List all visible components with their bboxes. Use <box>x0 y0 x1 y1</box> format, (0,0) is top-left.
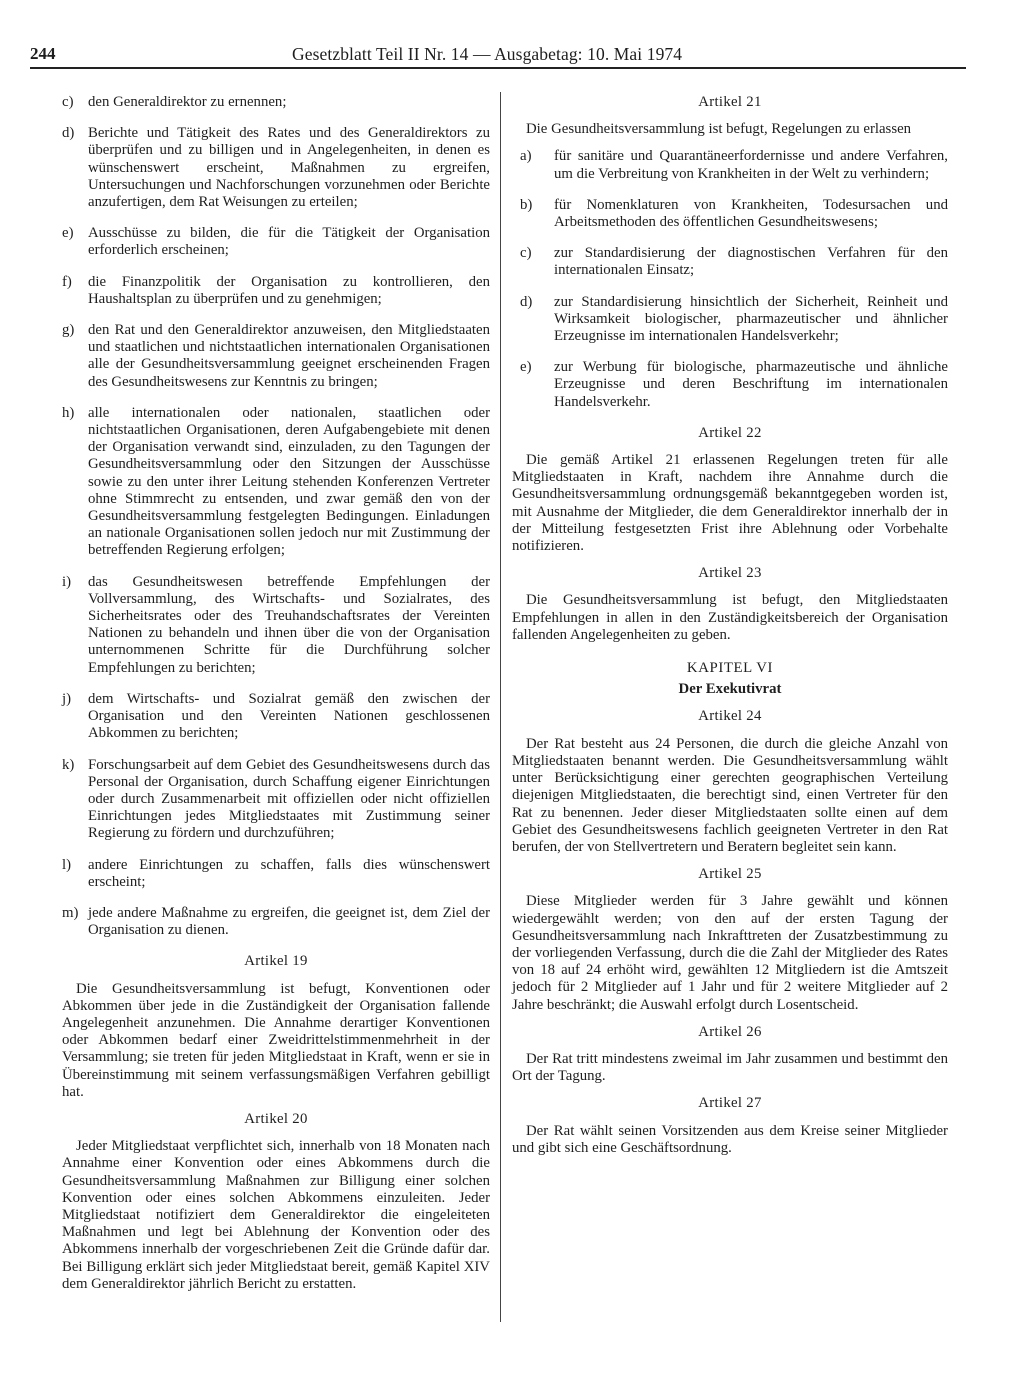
article-19-text: Die Gesundheitsversammlung ist befugt, Konventionen oder Abkommen über jede in die Zuständigkeit der Organisation fallende Angelegenheit anzunehmen. Die Annahme derartiger Konventionen oder Abkommen bedarf einer Zweidrittelstimmenmehrheit in der Versammlung; sie treten für jeden Mitgliedstaat in Kraft, wenn er sie in Übereinstimmung mit seinem verfassungsmäßigen Verfahren gebilligt hat. <box>62 980 490 1100</box>
list-item <box>62 405 490 560</box>
page-number: 244 <box>30 44 56 63</box>
item-label: l) <box>62 856 72 873</box>
item-text: Berichte und Tätigkeit des Rates und des Generaldirektors zu überprüfen und zu billigen und in Angelegenheiten, in denen es wünschenswert erscheint, Maßnahmen zu ergreifen, Untersuchungen und Nachforschungen vorzunehmen oder Berichte anzufertigen, dem Rat Weisungen zu erteilen; <box>88 125 490 211</box>
item-text: alle internationalen oder nationalen, staatlichen oder nichtstaatlichen Organisationen, deren Aufgabengebiete mit denen der Organisation verwandt sind, einzuladen, zu den Tagungen der Gesundheitsversammlung oder den Sitzungen der Ausschüsse sowie zu den unter ihrer Leitung stehenden Konferenzen Vertreter ohne Stimmrecht zu entsenden, und zwar gemäß den von der Gesundheitsversammlung festgelegten Bedingungen. Einladungen an nationale Organisationen sollen jedoch nur mit Zustimmung der betreffenden Regierung erfolgen; <box>88 404 490 559</box>
item-label: c) <box>62 94 74 110</box>
item-text: für sanitäre und Quarantäneerfordernisse und andere Verfahren, um die Verbreitung von Krankheiten in der Welt zu verhindern; <box>554 148 948 182</box>
list-item <box>62 691 490 743</box>
item-label: a) <box>520 148 532 165</box>
list-item <box>62 274 490 308</box>
item-text: den Rat und den Generaldirektor anzuweisen, den Mitgliedstaaten und staatlichen und nichtstaatlichen internationalen Organisationen alle der Gesundheitsversammlung geeignet erscheinenden Fragen des Gesundheitswesens zur Kenntnis zu bringen; <box>88 322 490 390</box>
item-label: h) <box>62 404 75 421</box>
header-rule <box>30 67 966 69</box>
article-20-heading: Artikel 20 <box>244 1110 308 1127</box>
item-text: Forschungsarbeit auf dem Gebiet des Gesundheitswesens durch das Personal der Organisation, durch Schaffung eigener Einrichtungen oder durch Zusammenarbeit mit offiziellen oder nicht offiziellen Einrichtungen jedes Mitgliedstaates mit Zustimmung seiner Regierung zu fördern und durchzuführen; <box>88 756 490 842</box>
item-text: den Generaldirektor zu ernennen; <box>88 94 287 110</box>
item-label: e) <box>62 225 74 242</box>
running-head: Gesetzblatt Teil II Nr. 14 — Ausgabetag: 10. Mai 1974 <box>292 44 683 64</box>
item-label: i) <box>62 573 72 590</box>
list-item <box>62 225 490 259</box>
item-label: f) <box>62 273 72 290</box>
item-text: jede andere Maßnahme zu ergreifen, die geeignet ist, dem Ziel der Organisation zu dienen. <box>88 904 490 939</box>
item-text: die Finanzpolitik der Organisation zu kontrollieren, den Haushaltsplan zu überprüfen und zu genehmigen; <box>88 273 490 307</box>
article-20-text: Jeder Mitgliedstaat verpflichtet sich, innerhalb von 18 Monaten nach Annahme einer Konvention oder eines Abkommens durch die Gesundheitsversammlung Maßnahmen zur Billigung einer solchen Konvention oder eines solchen Abkommens einzuleiten. Jeder Mitgliedstaat notifiziert dem Generaldirektor die eingeleiteten Maßnahmen und legt bei Ablehnung der Konvention oder des Abkommens innerhalb der vorgeschriebenen Zeit die Gründe dafür dar. Bei Billigung erklärt sich jeder Mitgliedstaat bereit, gemäß Kapitel XIV dem Generaldirektor jährlich Bericht zu erstatten. <box>62 1138 490 1292</box>
chapter-subtitle: Der Exekutivrat <box>678 681 782 698</box>
article-23-heading: Artikel 23 <box>698 565 762 582</box>
list-item <box>62 574 490 677</box>
item-label: d) <box>62 125 75 142</box>
article-26-heading: Artikel 26 <box>698 1023 762 1040</box>
item-text: dem Wirtschafts- und Sozialrat gemäß den zwischen der Organisation und den Vereinten Nationen geschlossenen Abkommen zu berichten; <box>88 690 490 742</box>
list-item <box>520 294 948 346</box>
list-item <box>520 359 948 411</box>
column-divider <box>500 92 501 1322</box>
list-item <box>62 857 490 891</box>
article-21-heading: Artikel 21 <box>698 94 762 110</box>
article-27-heading: Artikel 27 <box>698 1095 762 1112</box>
left-column <box>62 94 490 1303</box>
item-label: b) <box>520 196 533 213</box>
item-label: c) <box>520 245 532 262</box>
list-item <box>62 125 490 211</box>
list-item <box>520 197 948 231</box>
list-item <box>62 94 490 111</box>
article-25-text: Diese Mitglieder werden für 3 Jahre gewählt und können wiedergewählt werden; von den auf der ersten Tagung der Gesundheitsversammlung nach Inkrafttreten der Zusatzbestimmung zu der vorliegenden Verfassung, durch die die Zahl der Mitglieder des Rates von 18 auf 24 erhöht wird, gewählten 12 Mitgliedern ist die Amtszeit jedoch für 2 Mitglieder auf 1 Jahr und für 2 weitere Mitglieder auf 2 Jahre beschränkt; die Auswahl erfolgt durch Losentscheid. <box>512 893 948 1013</box>
article-21-intro: Die Gesundheitsversammlung ist befugt, Regelungen zu erlassen <box>526 121 912 138</box>
item-label: j) <box>62 690 72 707</box>
list-item <box>520 245 948 279</box>
list-item <box>62 322 490 391</box>
item-label: m) <box>62 904 79 921</box>
article-19-heading: Artikel 19 <box>244 953 308 970</box>
chapter-title: KAPITEL VI <box>686 660 774 677</box>
item-text: Ausschüsse zu bilden, die für die Tätigkeit der Organisation erforderlich erscheinen; <box>88 225 490 259</box>
item-text: zur Standardisierung hinsichtlich der Sicherheit, Reinheit und Wirksamkeit biologischer, pharmazeutischer und ähnlicher Erzeugnisse im internationalen Handelsverkehr; <box>554 293 948 345</box>
article-22-text: Die gemäß Artikel 21 erlassenen Regelungen treten für alle Mitgliedstaaten in Kraft, nachdem ihre Annahme durch die Gesundheitsversammlung ordnungsgemäß bekanntgegeben worden ist, mit Ausnahme der Mitglieder, die dem Generaldirektor innerhalb der in der Mitteilung festgesetzten Frist ihre Ablehnung oder Vorbehalte notifizieren. <box>512 452 948 555</box>
article-25-heading: Artikel 25 <box>698 866 762 883</box>
article-22-heading: Artikel 22 <box>698 424 762 441</box>
article-24-heading: Artikel 24 <box>698 708 762 725</box>
right-column <box>512 94 948 1167</box>
list-item <box>62 757 490 843</box>
article-27-text: Der Rat wählt seinen Vorsitzenden aus dem Kreise seiner Mitglieder und gibt sich eine Geschäftsordnung. <box>512 1122 948 1156</box>
list-item <box>520 148 948 182</box>
article-24-text: Der Rat besteht aus 24 Personen, die durch die gleiche Anzahl von Mitgliedstaaten benannt werden. Die Gesundheitsversammlung wählt unter Berücksichtigung einer gerechten geographischen Verteilung diejenigen Mitgliedstaaten, die berechtigt sind, einen Vertreter für den Rat zu benennen. Jeder dieser Mitgliedstaaten sollte einen auf dem Gebiet des Gesundheitswesens fachlich geeigneten Vertreter in den Rat berufen, der von Stellvertretern und Beratern begleitet sein kann. <box>512 735 948 855</box>
item-label: d) <box>520 293 533 310</box>
article-26-text: Der Rat tritt mindestens zweimal im Jahr zusammen und bestimmt den Ort der Tagung. <box>512 1050 948 1085</box>
item-text: das Gesundheitswesen betreffende Empfehlungen der Vollversammlung, des Wirtschafts- und Sozialrates, des Sicherheitsrates oder des Treuhandschaftsrates der Vereinten Nationen zu behandeln und ihnen über die von der Organisation unternommenen Schritte für die Durchführung solcher Empfehlungen zu berichten; <box>88 573 490 676</box>
article-23-text: Die Gesundheitsversammlung ist befugt, den Mitgliedstaaten Empfehlungen in allen in den Zuständigkeitsbereich der Organisation fallenden Angelegenheiten zu geben. <box>512 592 948 643</box>
list-item <box>62 905 490 939</box>
item-text: zur Standardisierung der diagnostischen Verfahren für den internationalen Einsatz; <box>554 245 948 279</box>
item-label: g) <box>62 322 75 339</box>
item-label: e) <box>520 359 532 376</box>
item-label: k) <box>62 756 75 773</box>
item-text: andere Einrichtungen zu schaffen, falls dies wünschenswert erscheint; <box>88 856 490 890</box>
item-text: für Nomenklaturen von Krankheiten, Todesursachen und Arbeitsmethoden des öffentlichen Gesundheitswesens; <box>554 196 948 231</box>
item-text: zur Werbung für biologische, pharmazeutische und ähnliche Erzeugnisse und deren Beschriftung im internationalen Handelsverkehr. <box>554 359 948 410</box>
